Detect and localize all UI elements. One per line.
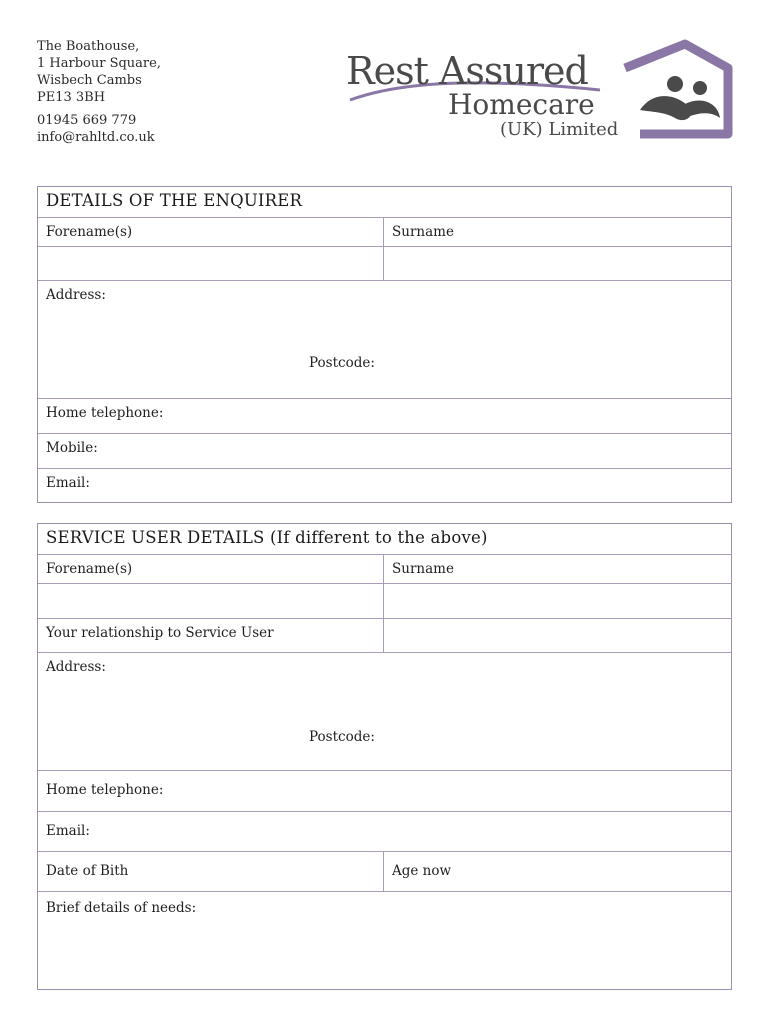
relationship-label: Your relationship to Service User [38,619,384,652]
company-email: info@rahltd.co.uk [37,130,155,145]
age-now-label: Age now [392,863,452,879]
enquirer-section [37,186,732,503]
email-field[interactable] [38,469,731,502]
company-phone: 01945 669 779 [37,113,137,128]
address-field[interactable] [38,281,731,399]
date-of-birth-label: Date of Bith [38,852,384,891]
address-line: Wisbech Cambs [37,73,142,88]
surname-field[interactable] [384,247,731,280]
mobile-field[interactable] [38,434,731,469]
surname-field[interactable] [384,584,731,618]
email-label: Email: [46,823,90,839]
address-line: PE13 3BH [37,90,106,105]
address-label: Address: [46,287,106,303]
section-title: DETAILS OF THE ENQUIRER [46,191,303,210]
postcode-label: Postcode: [309,355,375,371]
address-field[interactable] [38,653,731,771]
forename-label: Forename(s) [38,218,384,246]
forename-field[interactable] [38,247,384,280]
company-logo [340,38,740,148]
logo-line3: (UK) Limited [500,119,619,140]
surname-label: Surname [392,224,454,240]
section-title: SERVICE USER DETAILS (If different to the above) [46,528,488,547]
address-line: The Boathouse, [37,39,140,54]
postcode-label: Postcode: [309,729,375,745]
forename-field[interactable] [38,584,384,618]
relationship-field[interactable] [384,619,731,652]
forename-label: Forename(s) [38,555,384,583]
logo-line1: Rest Assured [346,49,588,93]
home-telephone-field[interactable] [38,399,731,434]
surname-label: Surname [392,561,454,577]
home-telephone-label: Home telephone: [46,782,164,798]
home-telephone-field[interactable] [38,771,731,812]
needs-field[interactable] [38,892,731,989]
company-address [37,38,161,146]
address-label: Address: [46,659,106,675]
logo-line2: Homecare [448,88,595,121]
email-label: Email: [46,475,90,491]
email-field[interactable] [38,812,731,852]
home-telephone-label: Home telephone: [46,405,164,421]
service-user-section [37,523,732,990]
address-line: 1 Harbour Square, [37,56,161,71]
needs-label: Brief details of needs: [46,900,197,916]
mobile-label: Mobile: [46,440,98,456]
